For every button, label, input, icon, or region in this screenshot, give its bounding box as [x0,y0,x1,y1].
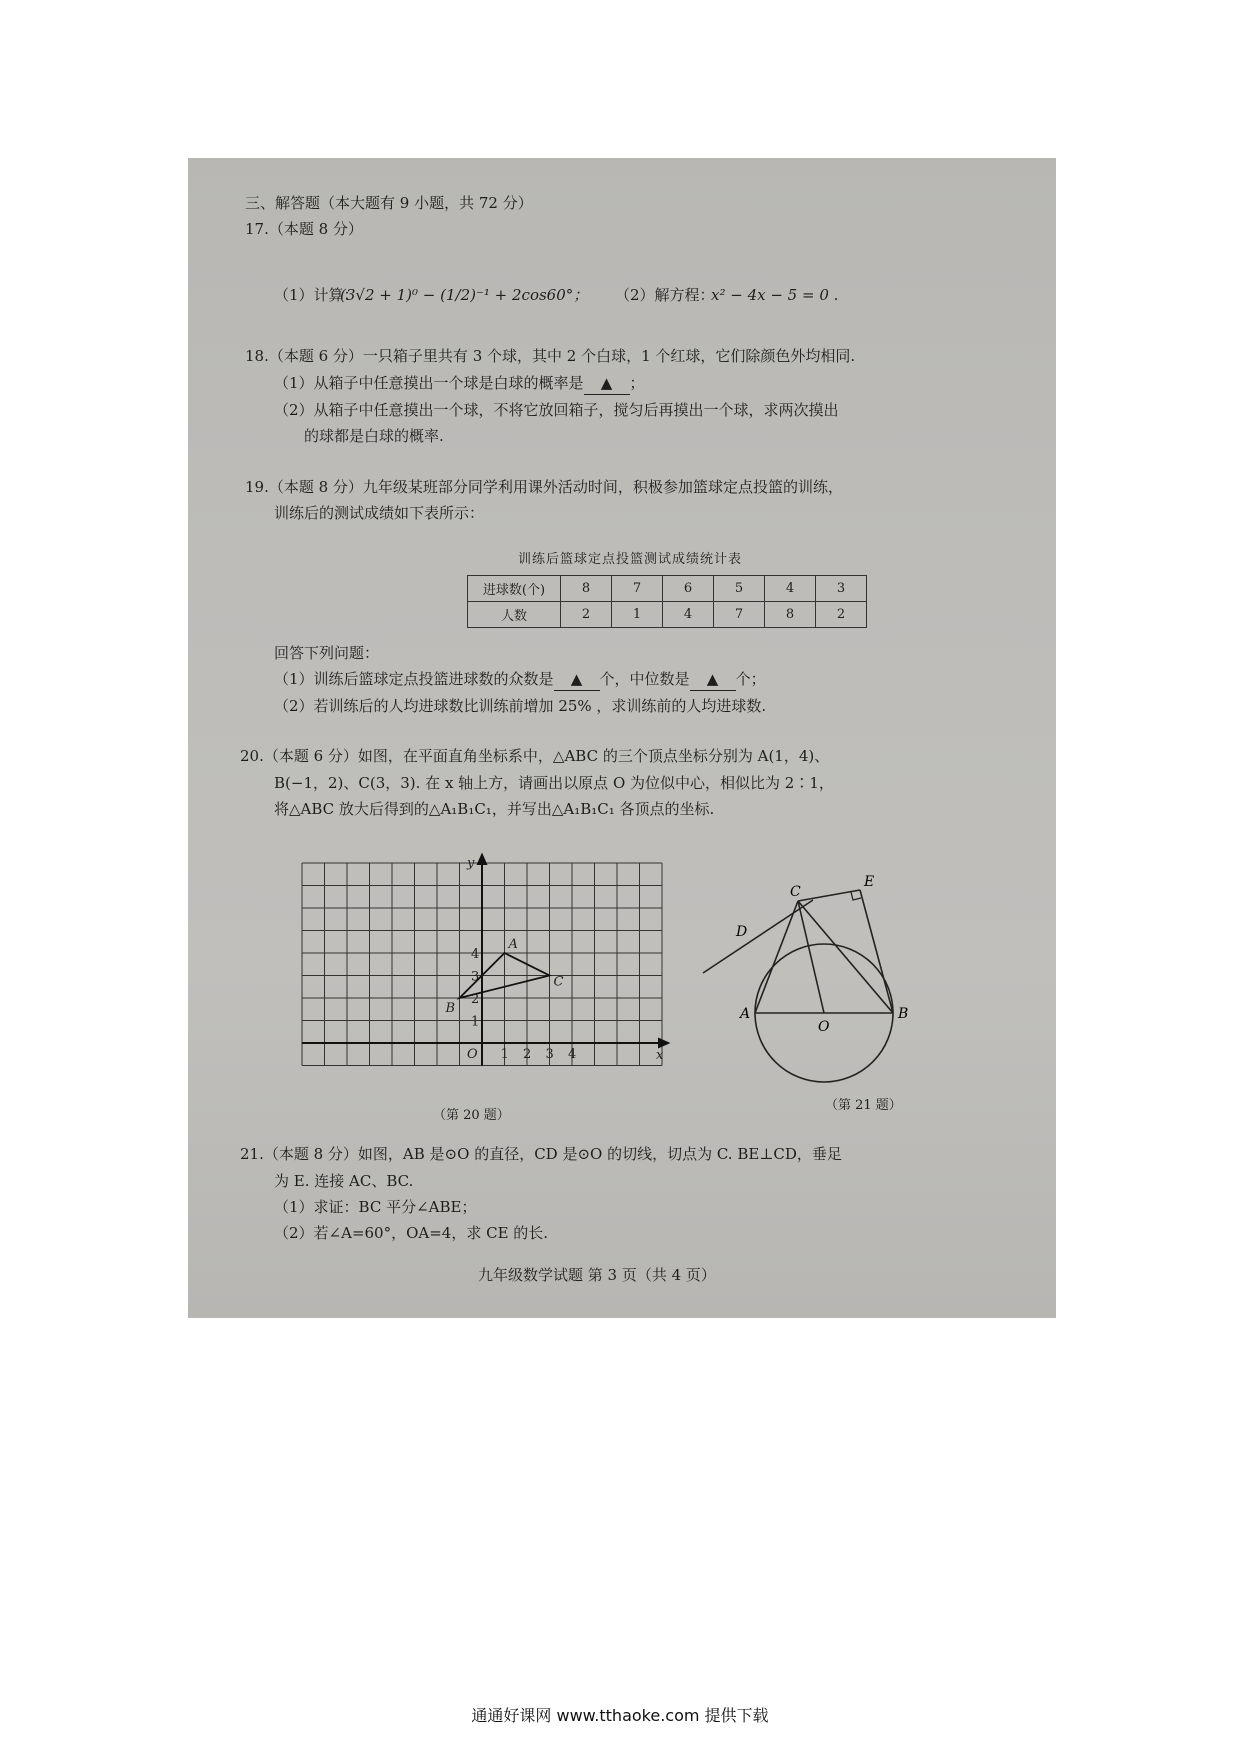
origin-label: O [467,1047,478,1062]
q20-line1: 20.（本题 6 分）如图，在平面直角坐标系中，△ABC 的三个顶点坐标分别为 A(1，4)、 [240,747,830,765]
vertex-b-label: B [445,1001,456,1016]
right-angle-mark [851,892,861,900]
q17-part1-label: （1）计算： [274,286,359,304]
q19-part2: （2）若训练后的人均进球数比训练前增加 25% ，求训练前的人均进球数. [274,697,767,715]
q19-part1-text-c: 个； [735,670,766,688]
q20-line2: B(−1，2)、C(3，3). 在 x 轴上方，请画出以原点 O 为位似中心，相似比为 2∶1， [274,774,834,792]
table-cell: 2 [561,602,612,628]
q20-line3: 将△ABC 放大后得到的△A₁B₁C₁，并写出△A₁B₁C₁ 各顶点的坐标. [274,800,715,818]
table-cell: 2 [816,602,867,628]
y-axis-label: y [467,856,475,871]
q21-part1: （1）求证：BC 平分∠ABE； [274,1198,477,1216]
answer-blank: ▲ [690,668,736,691]
q19-prompt: 回答下列问题： [274,644,380,662]
vertex-c-label: C [553,974,564,990]
q19-part1-text-b: 个，中位数是 [599,670,690,688]
table-cell: 7 [612,576,663,602]
table-cell: 7 [714,602,765,628]
score-table [467,575,867,628]
figure-21-caption: （第 21 题） [825,1098,902,1113]
x-tick-label: 2 [523,1047,532,1062]
row-header-goals: 进球数(个) [468,576,561,602]
table-cell: 3 [816,576,867,602]
q17-number: 17.（本题 8 分） [245,220,363,238]
q18-part2-line1: （2）从箱子中任意摸出一个球，不将它放回箱子，搅匀后再摸出一个球，求两次摸出 [274,401,839,419]
line-ac [755,901,798,1013]
answer-blank: ▲ [584,372,630,395]
table-row [468,602,867,628]
q18-part1-end: ； [629,374,645,392]
watermark-footer: 通通好课网 www.tthaoke.com 提供下载 [471,1706,769,1725]
q21-line1: 21.（本题 8 分）如图，AB 是⊙O 的直径，CD 是⊙O 的切线，切点为 C. BE⊥CD，垂足 [240,1145,842,1163]
label-e: E [864,874,875,890]
y-tick-label: 1 [471,1014,480,1030]
x-tick-label: 1 [500,1047,509,1062]
label-b: B [898,1006,909,1022]
label-o: O [818,1019,830,1035]
table-cell: 5 [714,576,765,602]
q21-part2: （2）若∠A=60°，OA=4，求 CE 的长. [274,1224,549,1242]
label-d: D [736,924,748,940]
q19-part1 [274,668,766,691]
answer-blank: ▲ [554,668,600,691]
table-cell: 1 [612,602,663,628]
q17-part2-label: （2）解方程： [615,286,715,304]
x-axis-arrow [659,1039,668,1047]
q17-part2-expression: x² − 4x − 5 = 0 . [711,286,839,304]
table-row [468,576,867,602]
x-tick-label: 3 [545,1047,554,1062]
q18-part2-line2: 的球都是白球的概率. [304,427,444,445]
coordinate-grid-figure [302,853,722,1113]
table-cell: 8 [765,602,816,628]
row-header-people: 人数 [468,602,561,628]
line-oc [798,901,824,1013]
y-axis-arrow [478,855,486,864]
table-cell: 6 [663,576,714,602]
table-cell: 4 [765,576,816,602]
label-c: C [790,884,801,900]
q18-stem: 18.（本题 6 分）一只箱子里共有 3 个球，其中 2 个白球，1 个红球，它们除颜色外均相同. [245,347,856,365]
y-tick-label: 3 [471,969,480,985]
line-ce [798,890,860,901]
q18-part1 [274,372,645,395]
circle-figure [736,874,948,1078]
table-cell: 4 [663,602,714,628]
y-tick-label: 4 [471,947,480,962]
q19-stem-line2: 训练后的测试成绩如下表所示： [274,504,485,522]
section-heading: 三、解答题（本大题有 9 小题，共 72 分） [245,194,533,212]
page-footer: 九年级数学试题 第 3 页（共 4 页） [478,1266,716,1284]
vertex-a-label: A [508,937,518,952]
q17-part1-expression: (3√2 + 1)⁰ − (1/2)⁻¹ + 2cos60°； [340,286,589,304]
q19-part1-text-a: （1）训练后篮球定点投篮进球数的众数是 [274,670,554,688]
q18-part1-text: （1）从箱子中任意摸出一个球是白球的概率是 [274,374,584,392]
table-caption: 训练后篮球定点投篮测试成绩统计表 [518,552,743,567]
q21-line2: 为 E. 连接 AC、BC. [274,1172,414,1190]
table-cell: 8 [561,576,612,602]
figure-20-caption: （第 20 题） [433,1108,510,1123]
x-axis-label: x [656,1048,664,1063]
q19-stem-line1: 19.（本题 8 分）九年级某班部分同学利用课外活动时间，积极参加篮球定点投篮的训练， [245,478,843,496]
exam-page-photo [188,158,1056,1318]
label-a: A [740,1006,751,1022]
x-tick-label: 4 [568,1047,577,1062]
y-tick-label: 2 [471,992,480,1007]
